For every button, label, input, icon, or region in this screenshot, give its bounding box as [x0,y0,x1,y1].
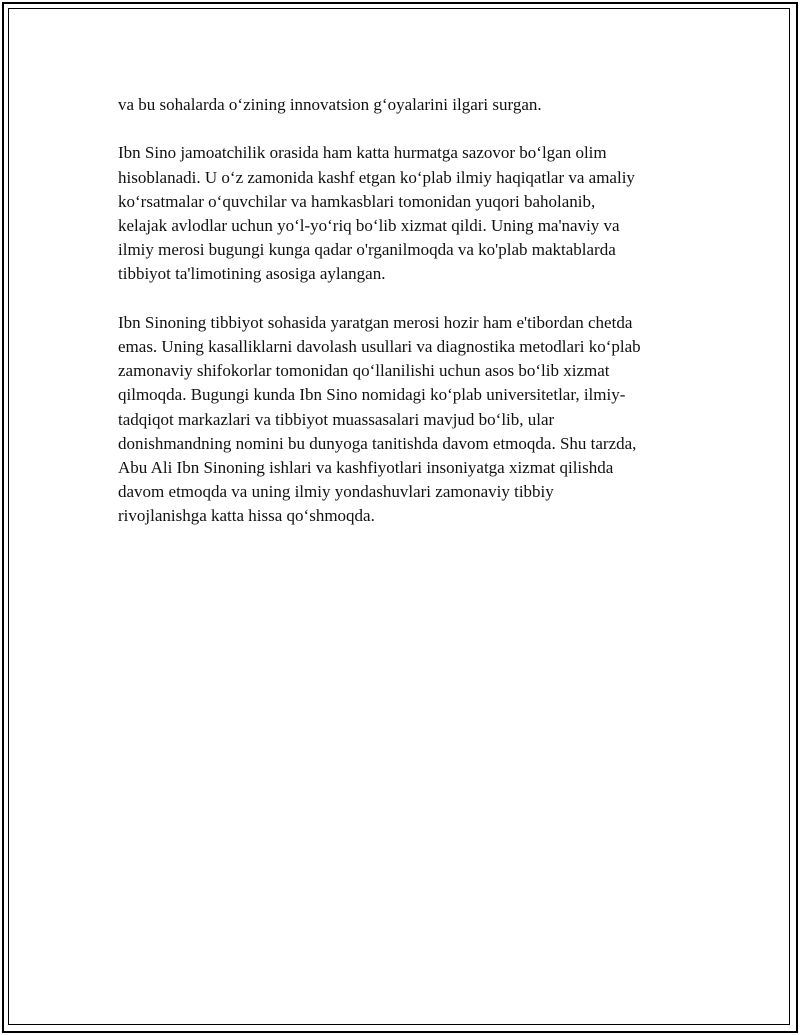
text-line: ilmiy merosi bugungi kunga qadar o'rganilmoqda va ko'plab maktablarda [118,240,616,260]
text-line: Abu Ali Ibn Sinoning ishlari va kashfiyotlari insoniyatga xizmat qilishda [118,458,614,478]
paragraph-3 [118,311,698,529]
text-line: va bu sohalarda o‘zining innovatsion g‘oyalarini ilgari surgan. [118,95,542,114]
text-line: tadqiqot markazlari va tibbiyot muassasalari mavjud bo‘lib, ular [118,409,555,429]
text-line: Ibn Sinoning tibbiyot sohasida yaratgan merosi hozir ham e'tibordan chetda [118,312,633,332]
text-line: zamonaviy shifokorlar tomonidan qo‘llanilishi uchun asos bo‘lib xizmat [118,361,610,381]
paragraph-1 [118,93,698,117]
text-line: rivojlanishga katta hissa qo‘shmoqda. [118,506,375,526]
text-line: kelajak avlodlar uchun yo‘l-yo‘riq bo‘lib xizmat qildi. Uning ma'naviy va [118,216,620,235]
text-line: Ibn Sino jamoatchilik orasida ham katta hurmatga sazovor bo‘lgan olim [118,143,607,163]
text-line: tibbiyot ta'limotining asosiga aylangan. [118,264,386,284]
document-body [118,93,698,553]
text-line: ko‘rsatmalar o‘quvchilar va hamkasblari tomonidan yuqori baholanib, [118,191,596,211]
text-line: donishmandning nomini bu dunyoga tanitishda davom etmoqda. Shu tarzda, [118,433,637,453]
paragraph-2 [118,141,698,286]
text-line: davom etmoqda va uning ilmiy yondashuvlari zamonaviy tibbiy [118,482,554,502]
text-line: emas. Uning kasalliklarni davolash usullari va diagnostika metodlari ko‘plab [118,337,641,356]
text-line: hisoblanadi. U o‘z zamonida kashf etgan ko‘plab ilmiy haqiqatlar va amaliy [118,167,635,187]
text-line: qilmoqda. Bugungi kunda Ibn Sino nomidagi ko‘plab universitetlar, ilmiy- [118,385,626,405]
